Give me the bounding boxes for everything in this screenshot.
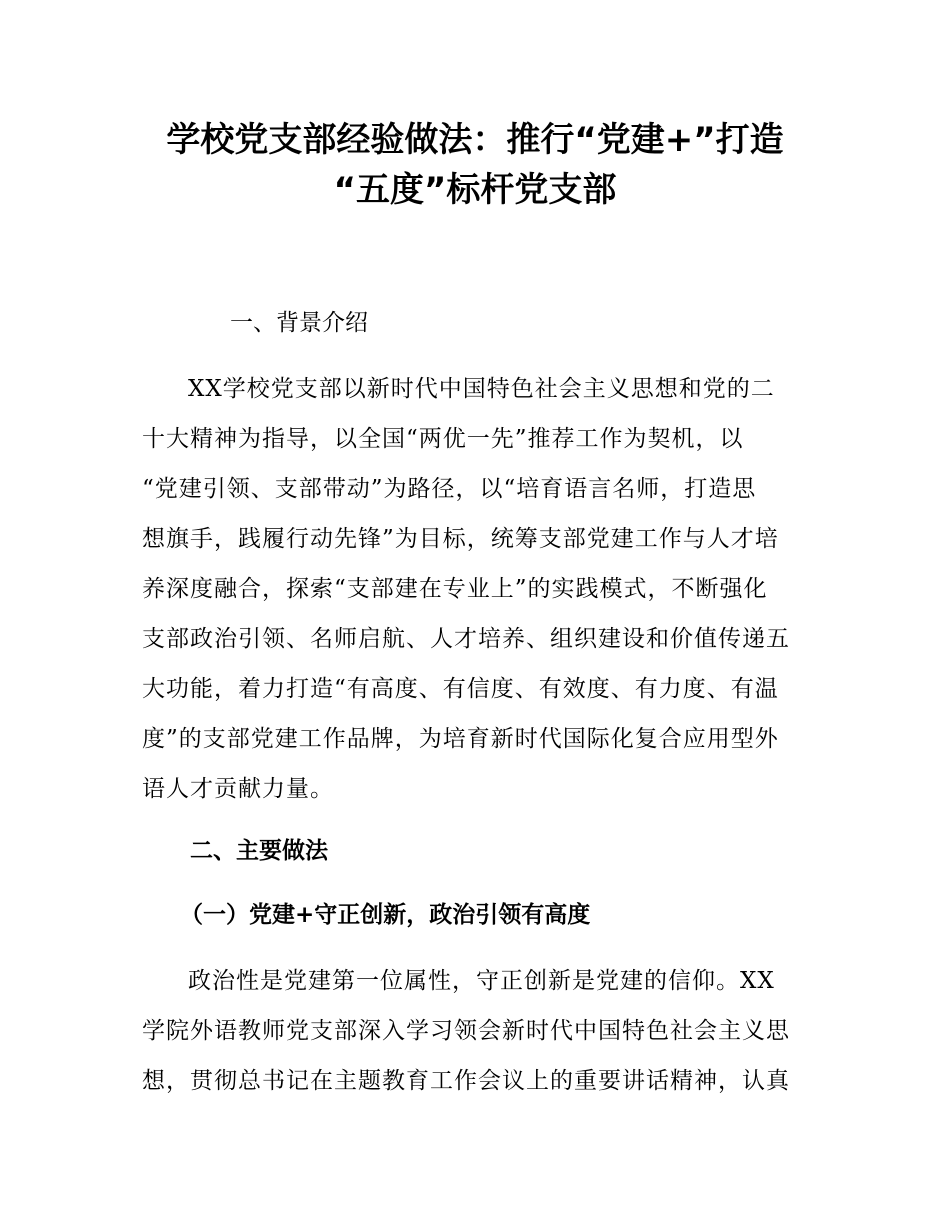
paragraph-line: XX学校党支部以新时代中国特色社会主义思想和党的二 bbox=[188, 376, 775, 402]
background-paragraph bbox=[142, 364, 810, 814]
paragraph-line: 学院外语教师党支部深入学习领会新时代中国特色社会主义思 bbox=[142, 1018, 790, 1044]
paragraph-line: 想旗手，践履行动先锋”为目标，统筹支部党建工作与人才培 bbox=[142, 526, 779, 552]
paragraph-line: 想，贯彻总书记在主题教育工作会议上的重要讲话精神，认真 bbox=[142, 1068, 790, 1094]
paragraph-line: 十大精神为指导，以全国“两优一先”推荐工作为契机，以 bbox=[142, 426, 744, 452]
paragraph-line: 支部政治引领、名师启航、人才培养、组织建设和价值传递五 bbox=[142, 626, 790, 652]
paragraph-line: 大功能，着力打造“有高度、有信度、有效度、有力度、有温 bbox=[142, 676, 779, 702]
practices-paragraph bbox=[142, 956, 810, 1106]
subsection-heading-1: （一）党建+守正创新，政治引领有高度 bbox=[180, 902, 591, 928]
paragraph-line: 度”的支部党建工作品牌，为培育新时代国际化复合应用型外 bbox=[142, 726, 779, 752]
paragraph-line: “党建引领、支部带动”为路径，以“培育语言名师，打造思 bbox=[142, 476, 757, 502]
document-title-line-1: 学校党支部经验做法：推行“党建+”打造 bbox=[166, 120, 784, 160]
document-title-line-2: “五度”标杆党支部 bbox=[333, 170, 617, 210]
section-heading-main-practices: 二、主要做法 bbox=[190, 838, 328, 864]
paragraph-line: 语人才贡献力量。 bbox=[142, 776, 334, 802]
paragraph-line: 养深度融合，探索“支部建在专业上”的实践模式，不断强化 bbox=[142, 576, 768, 602]
paragraph-line: 政治性是党建第一位属性，守正创新是党建的信仰。XX bbox=[188, 968, 775, 994]
section-heading-background: 一、背景介绍 bbox=[230, 310, 368, 336]
